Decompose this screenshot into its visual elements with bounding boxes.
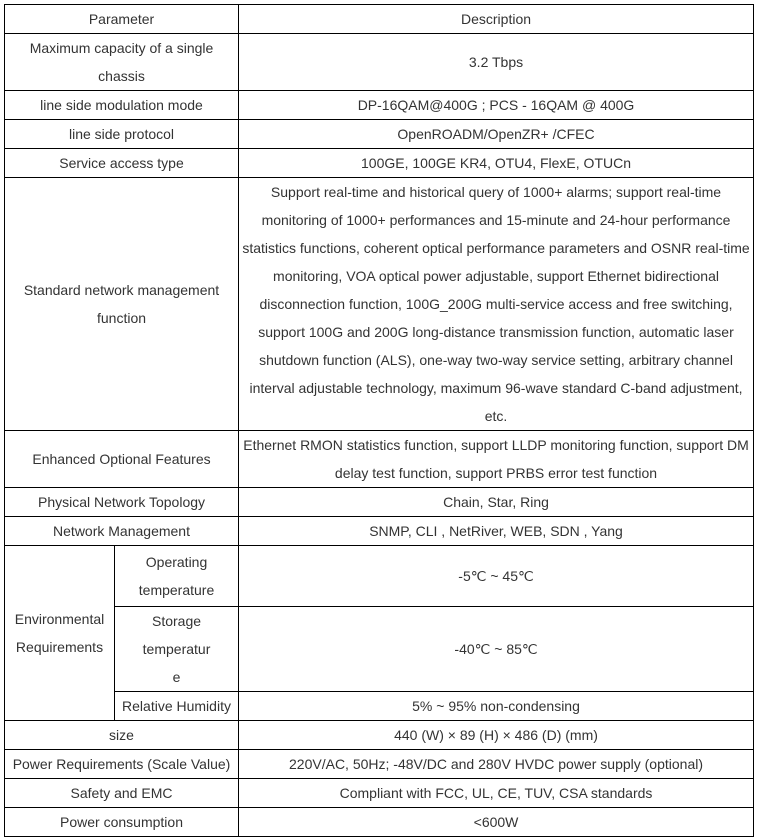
param-environmental: Environmental Requirements	[5, 546, 115, 721]
header-description: Description	[239, 5, 754, 34]
table-row	[5, 517, 754, 546]
desc-modulation: DP-16QAM@400G ; PCS - 16QAM @ 400G	[239, 91, 754, 120]
desc-size: 440 (W) × 89 (H) × 486 (D) (mm)	[239, 721, 754, 750]
desc-service-access: 100GE, 100GE KR4, OTU4, FlexE, OTUCn	[239, 149, 754, 178]
table-row	[5, 149, 754, 178]
table-row	[5, 488, 754, 517]
param-modulation: line side modulation mode	[5, 91, 239, 120]
table-row	[5, 779, 754, 808]
desc-capacity: 3.2 Tbps	[239, 34, 754, 91]
spec-table	[4, 4, 754, 837]
param-power-req: Power Requirements (Scale Value)	[5, 750, 239, 779]
param-capacity: Maximum capacity of a single chassis	[5, 34, 239, 91]
param-network-mgmt: Network Management	[5, 517, 239, 546]
desc-operating: -5℃ ~ 45℃	[239, 546, 754, 607]
param-protocol: line side protocol	[5, 120, 239, 149]
desc-topology: Chain, Star, Ring	[239, 488, 754, 517]
table-row	[5, 721, 754, 750]
table-row	[5, 808, 754, 837]
header-parameter: Parameter	[5, 5, 239, 34]
param-power-consumption: Power consumption	[5, 808, 239, 837]
table-row	[5, 607, 754, 692]
param-topology: Physical Network Topology	[5, 488, 239, 517]
table-row	[5, 178, 754, 431]
desc-enhanced: Ethernet RMON statistics function, support LLDP monitoring function, support DM delay test function, support PRBS error test function	[239, 431, 754, 488]
desc-protocol: OpenROADM/OpenZR+ /CFEC	[239, 120, 754, 149]
param-standard-nm: Standard network management function	[5, 178, 239, 431]
table-row	[5, 120, 754, 149]
desc-humidity: 5% ~ 95% non-condensing	[239, 692, 754, 721]
desc-power-req: 220V/AC, 50Hz; -48V/DC and 280V HVDC power supply (optional)	[239, 750, 754, 779]
table-row	[5, 750, 754, 779]
param-size: size	[5, 721, 239, 750]
table-row	[5, 91, 754, 120]
desc-storage: -40℃ ~ 85℃	[239, 607, 754, 692]
desc-power-consumption: <600W	[239, 808, 754, 837]
desc-safety: Compliant with FCC, UL, CE, TUV, CSA standards	[239, 779, 754, 808]
sub-param-humidity: Relative Humidity	[115, 692, 239, 721]
table-row	[5, 692, 754, 721]
desc-standard-nm: Support real-time and historical query of 1000+ alarms; support real-time monitoring of 1000+ performances and 15-minute and 24-hour performance statistics functions, coherent optical performance parameters and OSNR real-time monitoring, VOA optical power adjustable, support Ethernet bidirectional disconnection function, 100G_200G multi-service access and free switching, support 100G and 200G long-distance transmission function, automatic laser shutdown function (ALS), one-way two-way service setting, arbitrary channel interval adjustable technology, maximum 96-wave standard C-band adjustment, etc.	[239, 178, 754, 431]
table-row	[5, 34, 754, 91]
param-enhanced: Enhanced Optional Features	[5, 431, 239, 488]
sub-param-storage: Storage temperature	[115, 607, 239, 692]
table-header-row	[5, 5, 754, 34]
desc-network-mgmt: SNMP, CLI , NetRiver, WEB, SDN , Yang	[239, 517, 754, 546]
sub-param-operating: Operating temperature	[115, 546, 239, 607]
param-safety: Safety and EMC	[5, 779, 239, 808]
table-row	[5, 431, 754, 488]
table-row	[5, 546, 754, 607]
param-service-access: Service access type	[5, 149, 239, 178]
